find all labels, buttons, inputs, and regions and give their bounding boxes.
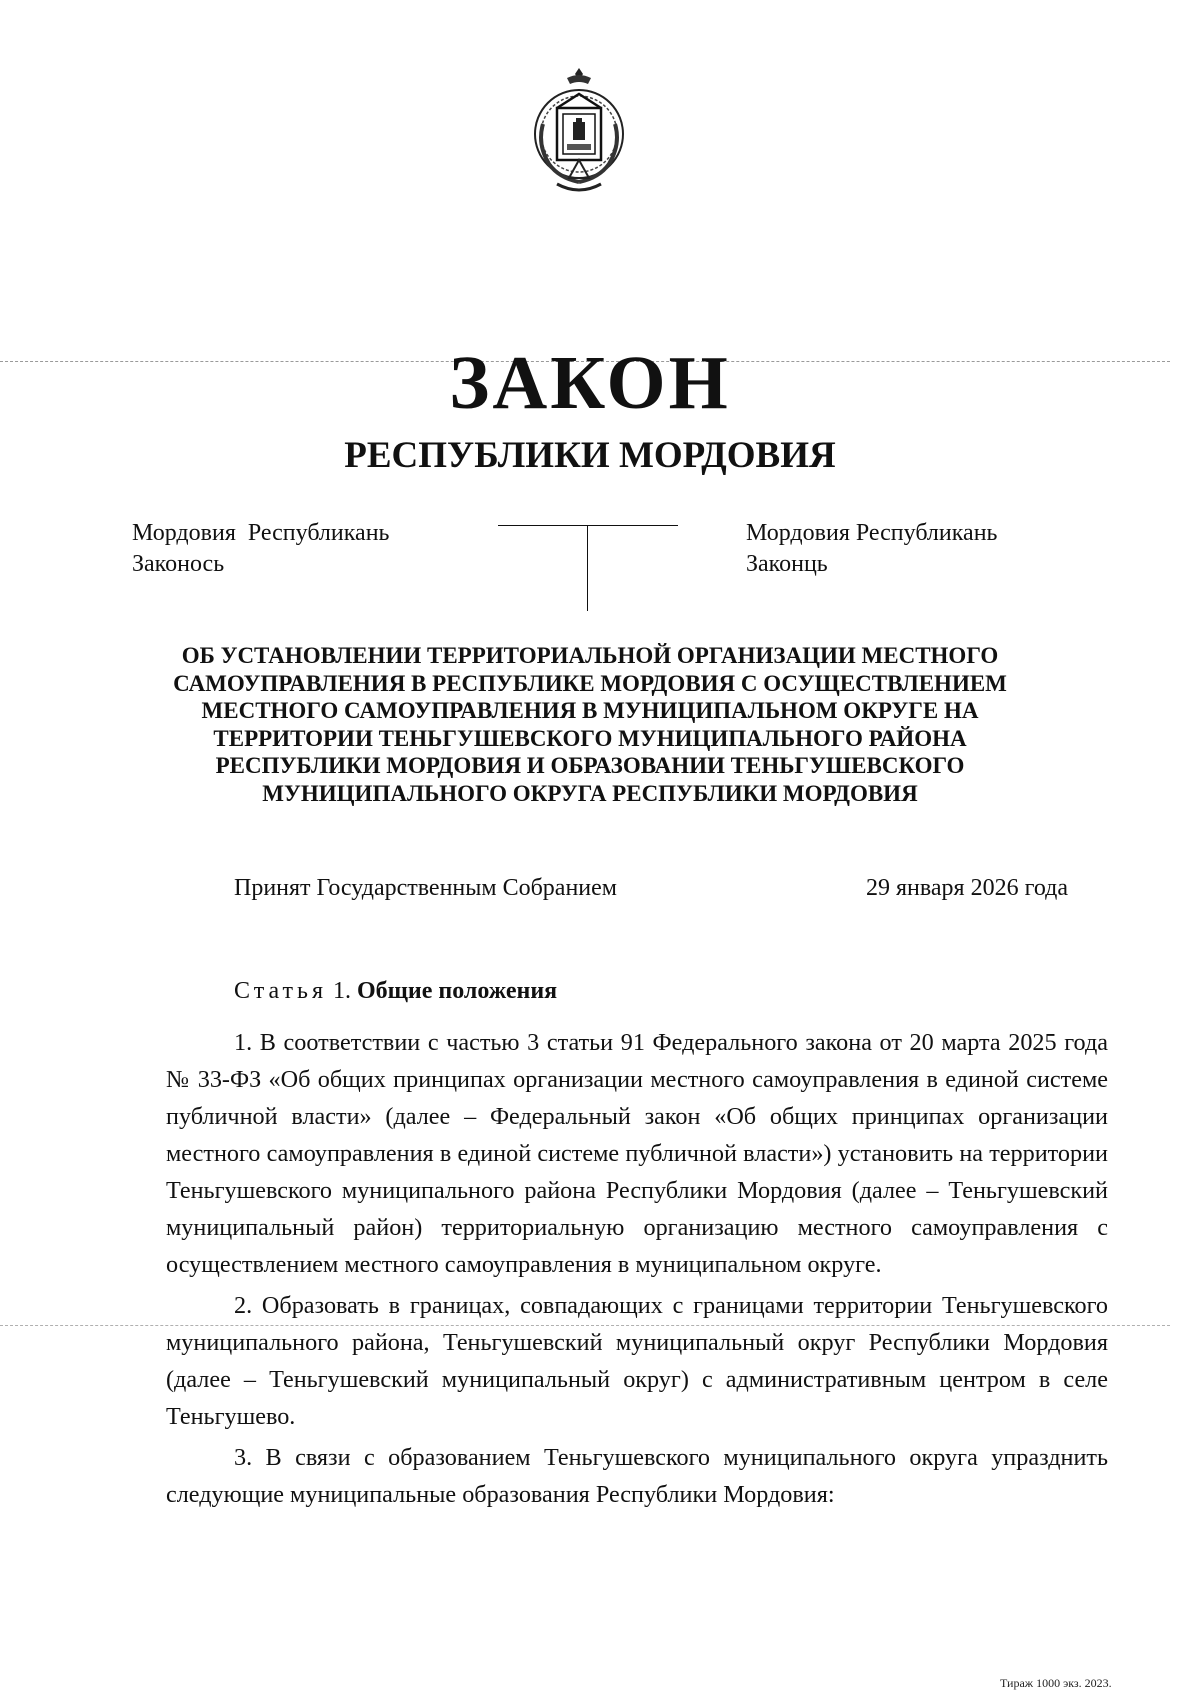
print-run-note: Тираж 1000 экз. 2023. — [1000, 1676, 1112, 1690]
caption-right-line-2: Законць — [746, 551, 828, 577]
header-t-separator — [498, 525, 678, 611]
article-title: Общие положения — [356, 978, 558, 1004]
adopted-by: Принят Государственным Собранием — [234, 875, 617, 901]
subject-line: ОБ УСТАНОВЛЕНИИ ТЕРРИТОРИАЛЬНОЙ ОРГАНИЗАЦИИ МЕСТНОГО — [181, 643, 999, 668]
republic-title: РЕСПУБЛИКИ МОРДОВИЯ — [344, 435, 836, 476]
article-paragraph: 1. В соответствии с частью 3 статьи 91 Федерального закона от 20 марта 2025 года № 33-ФЗ «Об общих принципах организации местного самоуправления в единой системе публичной власти» (далее – Федеральный закон «Об общих принципах организации местного самоуправления в единой системе публичной власти») установить на территории Теньгушевского муниципального района Республики Мордовия (далее – Теньгушевский муниципальный район) территориальную организацию местного самоуправления с осуществлением местного самоуправления в муниципальном округе. — [166, 1029, 1108, 1278]
subject-line: МУНИЦИПАЛЬНОГО ОКРУГА РЕСПУБЛИКИ МОРДОВИЯ — [262, 780, 918, 806]
article-number: 1. — [332, 978, 351, 1004]
article-body — [166, 1024, 1108, 1513]
subject-line: РЕСПУБЛИКИ МОРДОВИЯ И ОБРАЗОВАНИИ ТЕНЬГУШЕВСКОГО — [215, 753, 965, 778]
coat-of-arms-icon — [527, 64, 631, 204]
article-label: Статья — [234, 978, 327, 1004]
subject-line: ТЕРРИТОРИИ ТЕНЬГУШЕВСКОГО МУНИЦИПАЛЬНОГО РАЙОНА — [213, 725, 967, 751]
caption-right-line-1: Мордовия Республикань — [746, 520, 998, 546]
article-heading — [234, 978, 557, 1005]
subject-line: САМОУПРАВЛЕНИЯ В РЕСПУБЛИКЕ МОРДОВИЯ С ОСУЩЕСТВЛЕНИЕМ — [173, 670, 1007, 696]
law-subject — [0, 642, 1180, 807]
caption-left — [132, 518, 389, 580]
law-title: ЗАКОН — [449, 341, 731, 425]
adoption-date: 29 января 2026 года — [866, 875, 1069, 901]
caption-right — [746, 518, 997, 580]
caption-left-line-2: Законось — [132, 551, 225, 577]
subject-line: МЕСТНОГО САМОУПРАВЛЕНИЯ В МУНИЦИПАЛЬНОМ ОКРУГЕ НА — [201, 698, 979, 723]
article-paragraph: 3. В связи с образованием Теньгушевского муниципального округа упразднить следующие муниципальные образования Республики Мордовия: — [166, 1444, 1108, 1508]
article-paragraph: 2. Образовать в границах, совпадающих с границами территории Теньгушевского муниципального района, Теньгушевский муниципальный округ Республики Мордовия (далее – Теньгушевский муниципальный округ) с административным центром в селе Теньгушево. — [166, 1292, 1108, 1430]
caption-left-line-1: Мордовия Республикань — [132, 520, 390, 546]
